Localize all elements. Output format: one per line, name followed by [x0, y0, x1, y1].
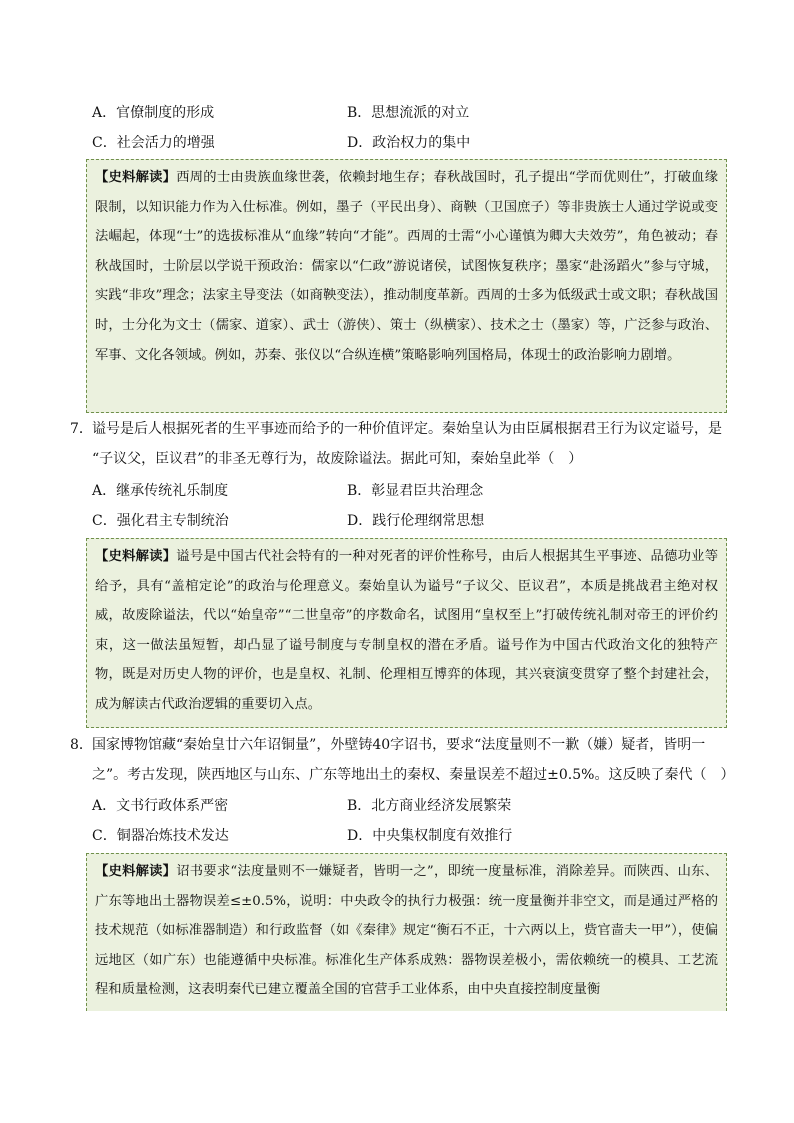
q8-option-a[interactable]: A．文书行政体系严密	[92, 798, 229, 814]
q6-option-c[interactable]: C．社会活力的增强	[92, 135, 215, 151]
q7-stem	[70, 414, 730, 474]
option-row	[92, 506, 732, 536]
option-row	[92, 128, 732, 158]
analysis-tag: 【史料解读】	[95, 864, 177, 879]
option-row	[92, 791, 732, 821]
q7-option-a[interactable]: A．继承传统礼乐制度	[92, 483, 229, 499]
analysis-tag: 【史料解读】	[95, 549, 177, 564]
question-number: 8．	[70, 737, 93, 753]
q6-analysis-box	[86, 159, 727, 413]
q6-option-b[interactable]: B．思想流派的对立	[347, 105, 470, 121]
analysis-text: 谥号是中国古代社会特有的一种对死者的评价性称号，由后人根据其生平事迹、品德功业等给予，具有“盖棺定论”的政治与伦理意义。秦始皇认为谥号“子议父、臣议君”，本质是挑战君主绝对权威，故废除谥法，代以“始皇帝”“二世皇帝”的序数命名，试图用“皇权至上”打破传统礼制对帝王的评价约束，这一做法虽短暂，却凸显了谥号制度与专制皇权的潜在矛盾。谥号作为中国古代政治文化的独特产物，既是对历史人物的评价，也是皇权、礼制、伦理相互博弈的体现，其兴衰演变贯穿了整个封建社会，成为解读古代政治逻辑的重要切入点。	[95, 549, 719, 712]
q6-options	[92, 98, 732, 158]
q7-analysis-box	[86, 538, 727, 728]
q7-option-d[interactable]: D．践行伦理纲常思想	[347, 513, 485, 529]
stem-line: “子议父，臣议君”的非圣无尊行为，故废除谥法。据此可知，秦始皇此举（ ）	[92, 451, 583, 467]
option-row	[92, 98, 732, 128]
q6-option-d[interactable]: D．政治权力的集中	[347, 135, 471, 151]
analysis-text: 诏书要求“法度量则不一嫌疑者，皆明一之”，即统一度量标准，消除差异。而陕西、山东、广东等地出土器物误差≤±0.5%，说明：中央政令的执行力极强：统一度量衡并非空文，而是通过严格的技术规范（如标准器制造）和行政监督（如《秦律》规定“衡石不正，十六两以上，赀官啬夫一甲”），使偏远地区（如广东）也能遵循中央标准。标准化生产体系成熟：器物误差极小，需依赖统一的模具、工艺流程和质量检测，这表明秦代已建立覆盖全国的官营手工业体系，由中央直接控制度量衡	[95, 864, 718, 998]
q7-option-c[interactable]: C．强化君主专制统治	[92, 513, 229, 529]
option-row	[92, 476, 732, 506]
q7-options	[92, 476, 732, 536]
q8-option-d[interactable]: D．中央集权制度有效推行	[347, 828, 513, 844]
q8-options	[92, 791, 732, 851]
analysis-tag: 【史料解读】	[95, 170, 177, 185]
option-row	[92, 821, 732, 851]
analysis-text: 西周的士由贵族血缘世袭，依赖封地生存；春秋战国时，孔子提出“学而优则仕”，打破血缘限制，以知识能力作为入仕标准。例如，墨子（平民出身）、商鞅（卫国庶子）等非贵族士人通过学说或变法崛起，体现“士”的选拔标准从“血缘”转向“才能”。西周的士需“小心谨慎为卿大夫效劳”，角色被动；春秋战国时，士阶层以学说干预政治：儒家以“仁政”游说诸侯，试图恢复秩序；墨家“赴汤蹈火”参与守城，实践“非攻”理念；法家主导变法（如商鞅变法），推动制度革新。西周的士多为低级武士或文职；春秋战国时，士分化为文士（儒家、道家）、武士（游侠）、策士（纵横家）、技术之士（墨家）等，广泛参与政治、军事、文化各领域。例如，苏秦、张仪以“合纵连横”策略影响列国格局，体现士的政治影响力剧增。	[95, 170, 718, 363]
q8-option-c[interactable]: C．铜器冶炼技术发达	[92, 828, 229, 844]
q8-stem	[70, 730, 735, 790]
stem-line: 之”。考古发现，陕西地区与山东、广东等地出土的秦权、秦量误差不超过±0.5%。这反映了秦代（ ）	[92, 767, 735, 783]
stem-line: 国家博物馆藏“秦始皇廿六年诏铜量”，外壁铸40字诏书，要求“法度量则不一歉（嫌）疑者，皆明一	[92, 737, 706, 753]
q8-option-b[interactable]: B．北方商业经济发展繁荣	[347, 798, 512, 814]
q8-analysis-box	[86, 853, 727, 1011]
q7-option-b[interactable]: B．彰显君臣共治理念	[347, 483, 484, 499]
q6-option-a[interactable]: A．官僚制度的形成	[92, 105, 215, 121]
question-number: 7．	[70, 421, 93, 437]
stem-line: 谥号是后人根据死者的生平事迹而给予的一种价值评定。秦始皇认为由臣属根据君王行为议定谥号，是	[92, 421, 722, 437]
